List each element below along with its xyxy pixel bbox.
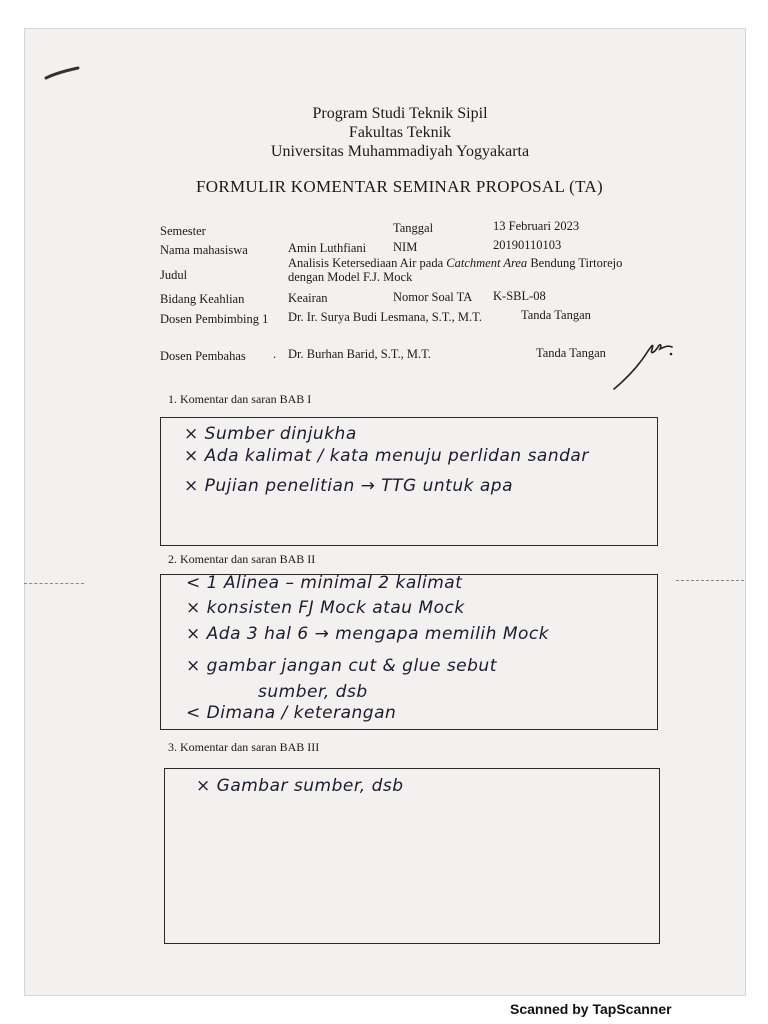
handwritten-comment: < Dimana / keterangan (186, 703, 397, 723)
handwritten-comment: × Ada 3 hal 6 → mengapa memilih Mock (186, 624, 550, 644)
handwritten-comment: × gambar jangan cut & glue sebut (186, 656, 497, 676)
program-name: Program Studi Teknik Sipil (312, 105, 488, 122)
handwritten-comment: × Sumber dinjukha (184, 424, 357, 444)
handwritten-comment: < 1 Alinea – minimal 2 kalimat (186, 573, 463, 593)
pembimbing-label: Dosen Pembimbing 1 (160, 312, 269, 326)
nama-value: Amin Luthfiani (288, 241, 367, 255)
nim-value: 20190110103 (493, 238, 562, 252)
handwritten-comment: × Ada kalimat / kata menuju perlidan sandar (184, 446, 589, 466)
nomor-soal-label: Nomor Soal TA (393, 290, 473, 304)
tanggal-label: Tanggal (393, 221, 434, 235)
pembahas-dot: . (273, 347, 277, 361)
pen-stroke-mark (44, 66, 80, 80)
scan-edge-mark (676, 580, 744, 581)
section-heading-bab-1: 1. Komentar dan saran BAB I (168, 392, 312, 406)
semester-label: Semester (160, 224, 206, 238)
pembahas-label: Dosen Pembahas (160, 349, 246, 363)
university-name: Universitas Muhammadiyah Yogyakarta (270, 143, 530, 160)
section-heading-bab-2: 2. Komentar dan saran BAB II (168, 552, 316, 566)
tanggal-value: 13 Februari 2023 (493, 219, 580, 233)
bidang-label: Bidang Keahlian (160, 292, 245, 306)
form-title: FORMULIR KOMENTAR SEMINAR PROPOSAL (TA) (196, 177, 603, 196)
pembahas-value: Dr. Burhan Barid, S.T., M.T. (288, 347, 431, 361)
scan-edge-mark (24, 583, 84, 584)
bidang-value: Keairan (288, 291, 328, 305)
section-heading-bab-3: 3. Komentar dan saran BAB III (168, 740, 320, 754)
institution-header (0, 104, 768, 161)
scanner-watermark: Scanned by TapScanner (510, 1001, 672, 1017)
nomor-soal-value: K-SBL-08 (493, 289, 546, 303)
signature-label-examiner: Tanda Tangan (536, 346, 606, 360)
judul-label: Judul (160, 268, 188, 282)
pembimbing-value: Dr. Ir. Surya Budi Lesmana, S.T., M.T. (288, 310, 482, 324)
examiner-signature (610, 335, 678, 393)
nim-label: NIM (393, 240, 418, 254)
handwritten-comment: × Gambar sumber, dsb (196, 776, 404, 796)
judul-value: Analisis Ketersediaan Air pada Catchment Area Bendung Tirtorejo dengan Model F.J. Mock (288, 256, 623, 284)
handwritten-comment: × konsisten FJ Mock atau Mock (186, 598, 465, 618)
signature-label-supervisor: Tanda Tangan (521, 308, 591, 322)
handwritten-comment: × Pujian penelitian → TTG untuk apa (184, 476, 513, 496)
faculty-name: Fakultas Teknik (348, 124, 452, 141)
handwritten-comment: sumber, dsb (258, 682, 368, 702)
nama-label: Nama mahasiswa (160, 243, 248, 257)
